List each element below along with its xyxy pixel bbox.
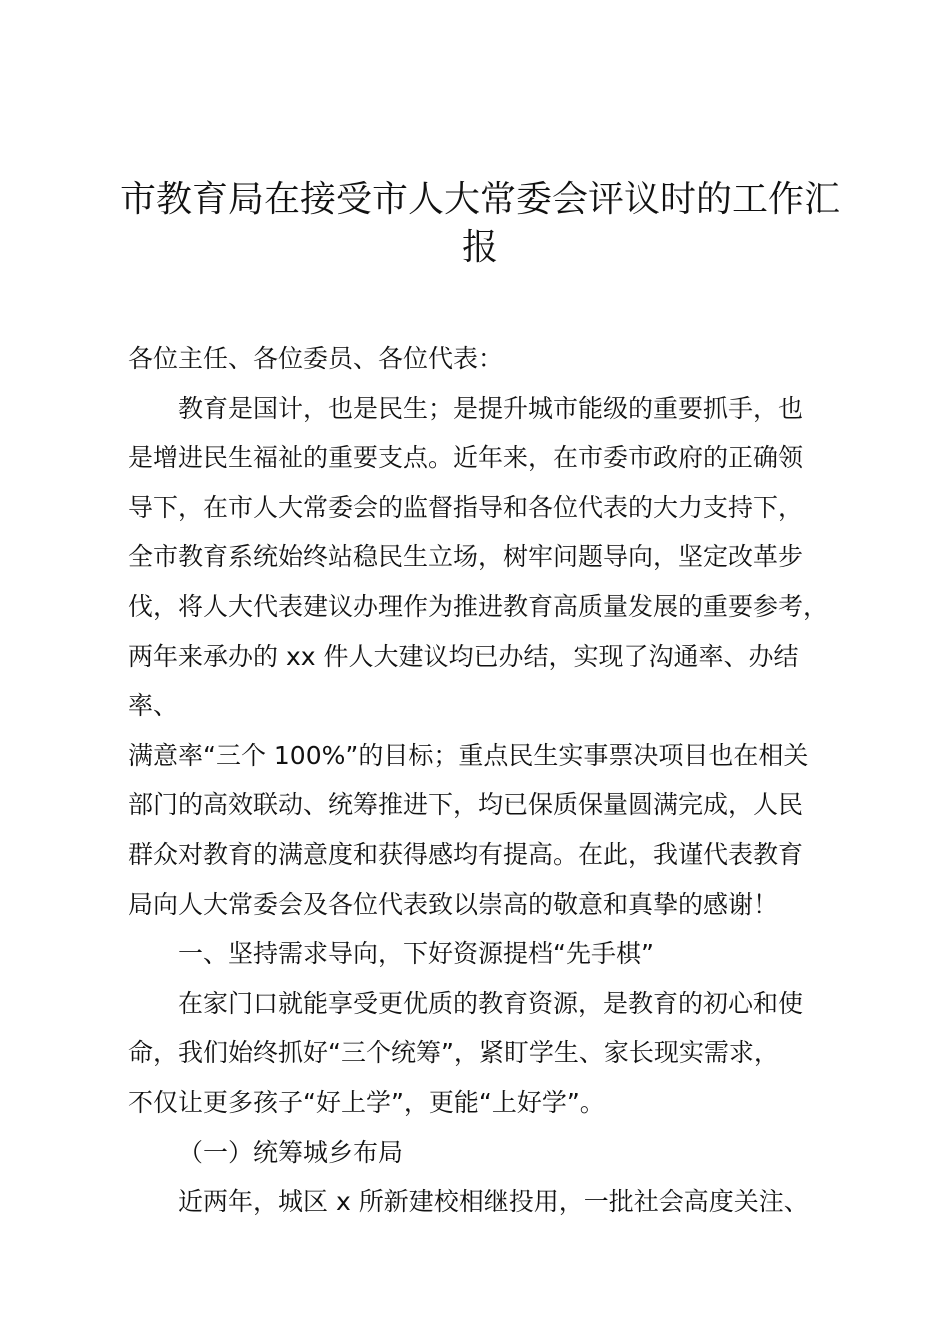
document-body <box>128 334 840 1227</box>
title-line-2: 报 <box>461 227 498 268</box>
paragraph-intro <box>128 384 840 930</box>
paragraph-line: 部门的高效联动、统筹推进下，均已保质保量圆满完成，人民 <box>128 790 804 820</box>
paragraph-line: 是增进民生福祉的重要支点。近年来，在市委市政府的正确领 <box>128 443 804 473</box>
paragraph-line: 全市教育系统始终站稳民生立场，树牢问题导向，坚定改革步 <box>128 542 804 572</box>
section-heading-1: 一、坚持需求导向，下好资源提档“先手棋” <box>178 939 654 969</box>
paragraph-line: 局向人大常委会及各位代表致以崇高的敬意和真挚的感谢！ <box>128 889 779 919</box>
title-line-1: 市教育局在接受市人大常委会评议时的工作汇 <box>119 179 840 220</box>
paragraph-line: 导下，在市人大常委会的监督指导和各位代表的大力支持下， <box>128 492 804 522</box>
subsection-heading-1: （一）统筹城乡布局 <box>178 1137 404 1167</box>
paragraph-resources <box>128 979 840 1128</box>
document-title <box>110 176 850 272</box>
paragraph-line: 近两年，城区 x 所新建校相继投用，一批社会高度关注、 <box>178 1187 809 1217</box>
paragraph-line: 在家门口就能享受更优质的教育资源，是教育的初心和使 <box>178 988 804 1018</box>
paragraph-line: 两年来承办的 xx 件人大建议均已办结，实现了沟通率、办结率、 <box>128 641 799 721</box>
paragraph-line: 不仅让更多孩子“好上学”，更能“上好学”。 <box>128 1087 605 1117</box>
paragraph-line: 教育是国计，也是民生；是提升城市能级的重要抓手，也 <box>178 393 804 423</box>
paragraph-line: 伐，将人大代表建议办理作为推进教育高质量发展的重要参考， <box>128 591 829 621</box>
paragraph-line: 命，我们始终抓好“三个统筹”，紧盯学生、家长现实需求， <box>128 1038 779 1068</box>
paragraph-line: 满意率“三个 100%”的目标；重点民生实事票决项目也在相关 <box>128 740 809 770</box>
salutation: 各位主任、各位委员、各位代表： <box>128 344 504 373</box>
paragraph-line: 群众对教育的满意度和获得感均有提高。在此，我谨代表教育 <box>128 839 804 869</box>
paragraph-urban-rural <box>128 1177 840 1227</box>
